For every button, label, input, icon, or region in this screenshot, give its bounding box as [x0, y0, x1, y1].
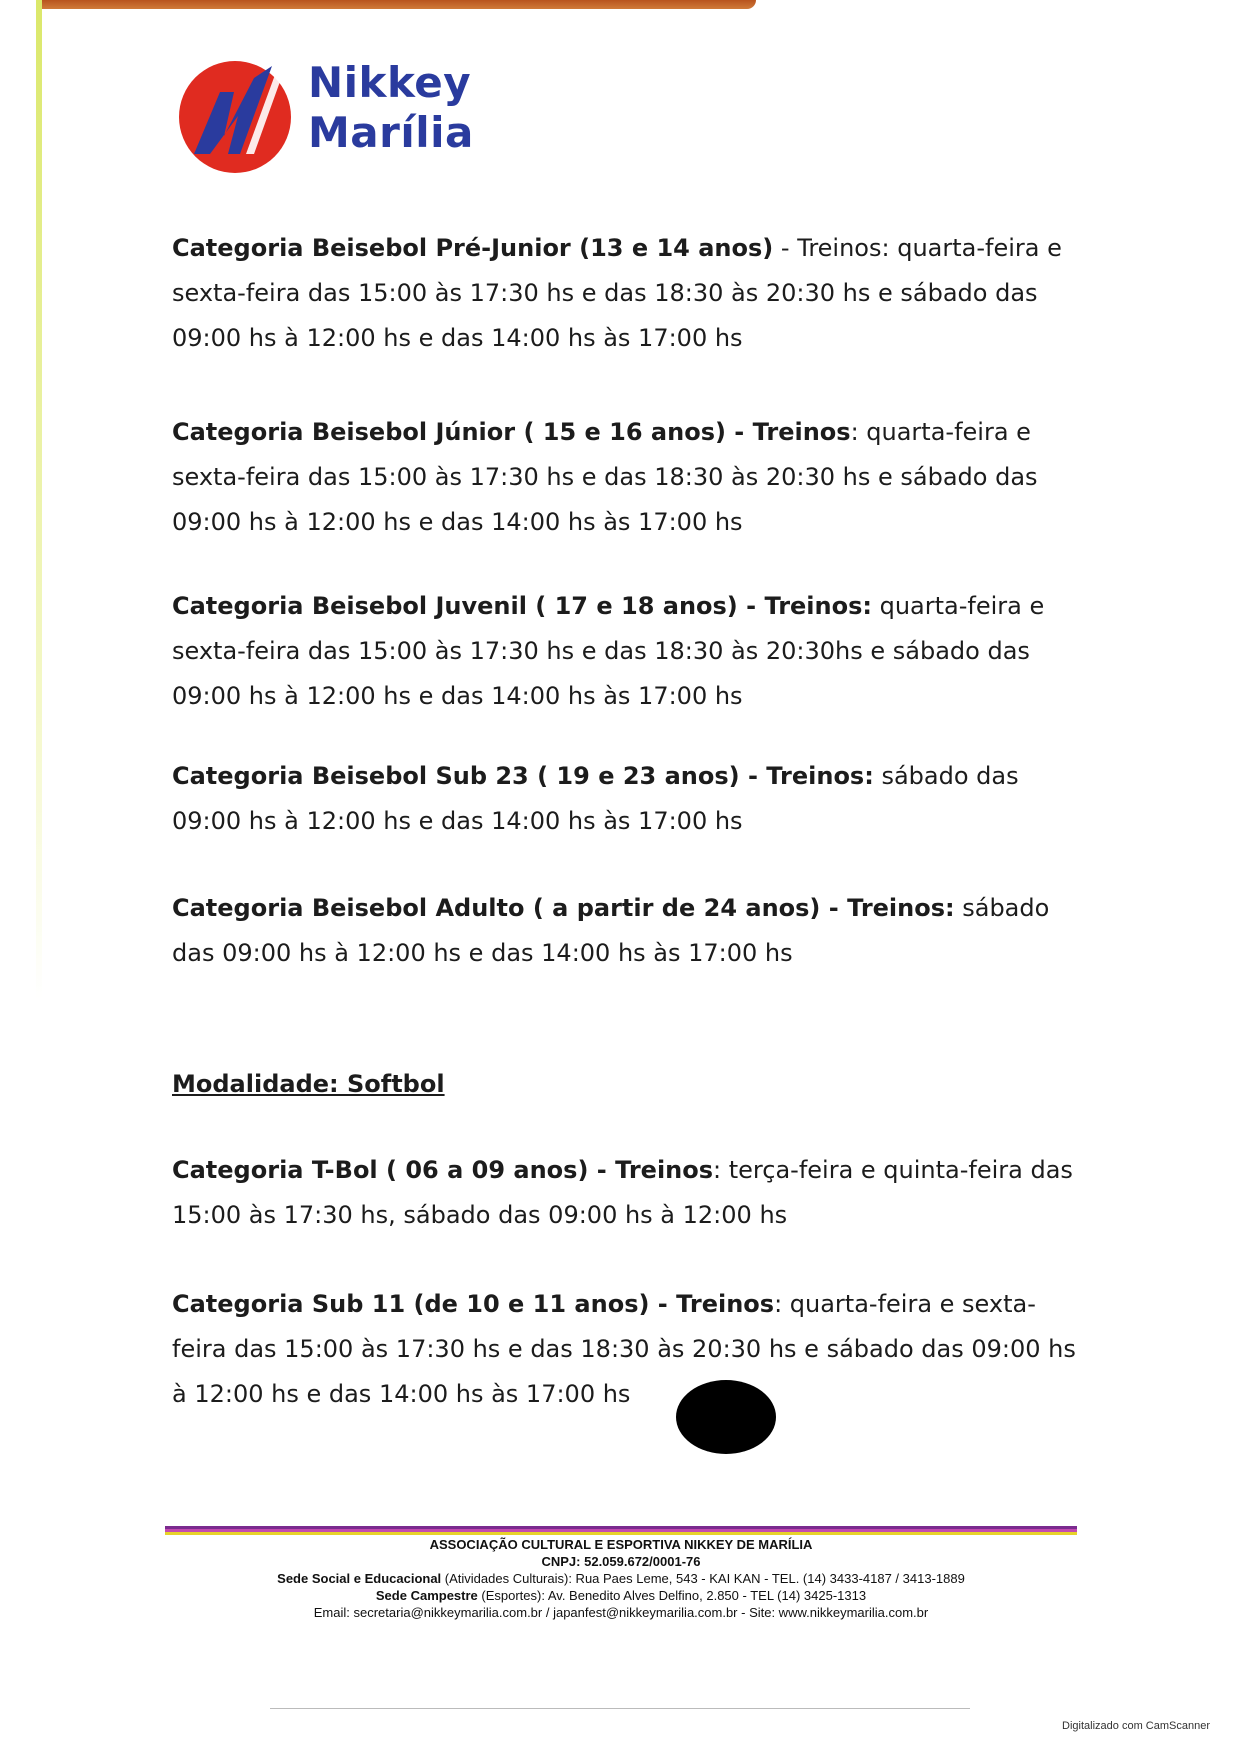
scan-left-margin	[36, 0, 42, 1000]
sede-social-text: (Atividades Culturais): Rua Paes Leme, 543 - KAI KAN - TEL. (14) 3433-4187 / 3413-1889	[441, 1571, 965, 1586]
scan-top-edge	[36, 0, 756, 9]
separator: -	[773, 234, 798, 262]
section-text: quarta-feira e sexta-feira das 15:00 às 17:30 hs e das 18:30 às 20:30 hs e sábado das 09:00 hs à 12:00 hs e das 14:00 hs às 17:00 hs	[172, 234, 1062, 352]
logo-emblem-icon	[176, 58, 294, 176]
section-text: : quarta-feira e sexta-feira das 15:00 às 17:30 hs e das 18:30 às 20:30 hs e sábado das 09:00 hs à 12:00 hs e das 14:00 hs às 17:00 hs	[172, 1290, 1076, 1408]
section-pre-junior	[172, 226, 1087, 361]
footer-cnpj: CNPJ: 52.059.672/0001-76	[541, 1554, 701, 1569]
section-junior	[172, 410, 1087, 545]
section-label: Treinos	[676, 1290, 775, 1318]
section-title: Categoria Beisebol Júnior ( 15 e 16 anos)	[172, 418, 726, 446]
footer-org-name: ASSOCIAÇÃO CULTURAL E ESPORTIVA NIKKEY DE MARÍLIA	[429, 1537, 813, 1552]
section-text: : quarta-feira e sexta-feira das 15:00 às 17:30 hs e das 18:30 às 20:30 hs e sábado das 09:00 hs à 12:00 hs e das 14:00 hs às 17:00 hs	[172, 418, 1038, 536]
nikkey-logo	[176, 52, 476, 172]
section-title: Categoria Sub 11 (de 10 e 11 anos)	[172, 1290, 650, 1318]
section-juvenil	[172, 584, 1087, 719]
section-text: sábado das 09:00 hs à 12:00 hs e das 14:00 hs às 17:00 hs	[172, 762, 1019, 835]
section-title: Categoria T-Bol ( 06 a 09 anos)	[172, 1156, 589, 1184]
section-label: Treinos:	[766, 762, 874, 790]
bottom-rule	[270, 1708, 970, 1709]
separator: -	[588, 1156, 616, 1184]
letterhead-footer	[165, 1536, 1077, 1621]
section-label: Treinos:	[847, 894, 955, 922]
scanner-watermark: Digitalizado com CamScanner	[1062, 1720, 1210, 1732]
modality-title: Modalidade: Softbol	[172, 1070, 445, 1098]
separator: -	[739, 762, 767, 790]
section-title: Categoria Beisebol Juvenil ( 17 e 18 anos)	[172, 592, 738, 620]
section-sub23	[172, 754, 1087, 844]
sede-campestre-label: Sede Campestre	[375, 1588, 478, 1603]
footer-divider	[165, 1526, 1077, 1535]
section-title: Categoria Beisebol Sub 23 ( 19 e 23 anos)	[172, 762, 740, 790]
section-tbol	[172, 1148, 1087, 1238]
sede-campestre-text: (Esportes): Av. Benedito Alves Delfino, 2.850 - TEL (14) 3425-1313	[477, 1588, 867, 1603]
section-label: Treinos:	[797, 234, 890, 262]
section-text: sábado das 09:00 hs à 12:00 hs e das 14:00 hs às 17:00 hs	[172, 894, 1050, 967]
section-title: Categoria Beisebol Pré-Junior (13 e 14 anos)	[172, 234, 774, 262]
section-adulto	[172, 886, 1087, 976]
footer-sede-campestre	[165, 1587, 1077, 1604]
section-title: Categoria Beisebol Adulto ( a partir de 24 anos)	[172, 894, 821, 922]
section-sub11	[172, 1282, 1087, 1417]
section-text: : terça-feira e quinta-feira das 15:00 às 17:30 hs, sábado das 09:00 hs à 12:00 hs	[172, 1156, 1073, 1229]
separator: -	[725, 418, 753, 446]
section-text: quarta-feira e sexta-feira das 15:00 às 17:30 hs e das 18:30 às 20:30hs e sábado das 09:00 hs à 12:00 hs e das 14:00 hs às 17:00 hs	[172, 592, 1045, 710]
logo-wordmark	[308, 58, 474, 158]
logo-line-1: Nikkey	[308, 58, 472, 107]
separator: -	[737, 592, 765, 620]
section-label: Treinos	[752, 418, 851, 446]
sede-social-label: Sede Social e Educacional	[277, 1571, 442, 1586]
footer-sede-social	[165, 1570, 1077, 1587]
redaction-mark	[676, 1380, 776, 1454]
separator: -	[649, 1290, 677, 1318]
footer-contact: Email: secretaria@nikkeymarilia.com.br / japanfest@nikkeymarilia.com.br - Site: www.nikkeymarilia.com.br	[313, 1605, 929, 1620]
section-label: Treinos	[615, 1156, 714, 1184]
section-label: Treinos:	[764, 592, 872, 620]
logo-line-2: Marília	[308, 108, 474, 157]
separator: -	[820, 894, 848, 922]
